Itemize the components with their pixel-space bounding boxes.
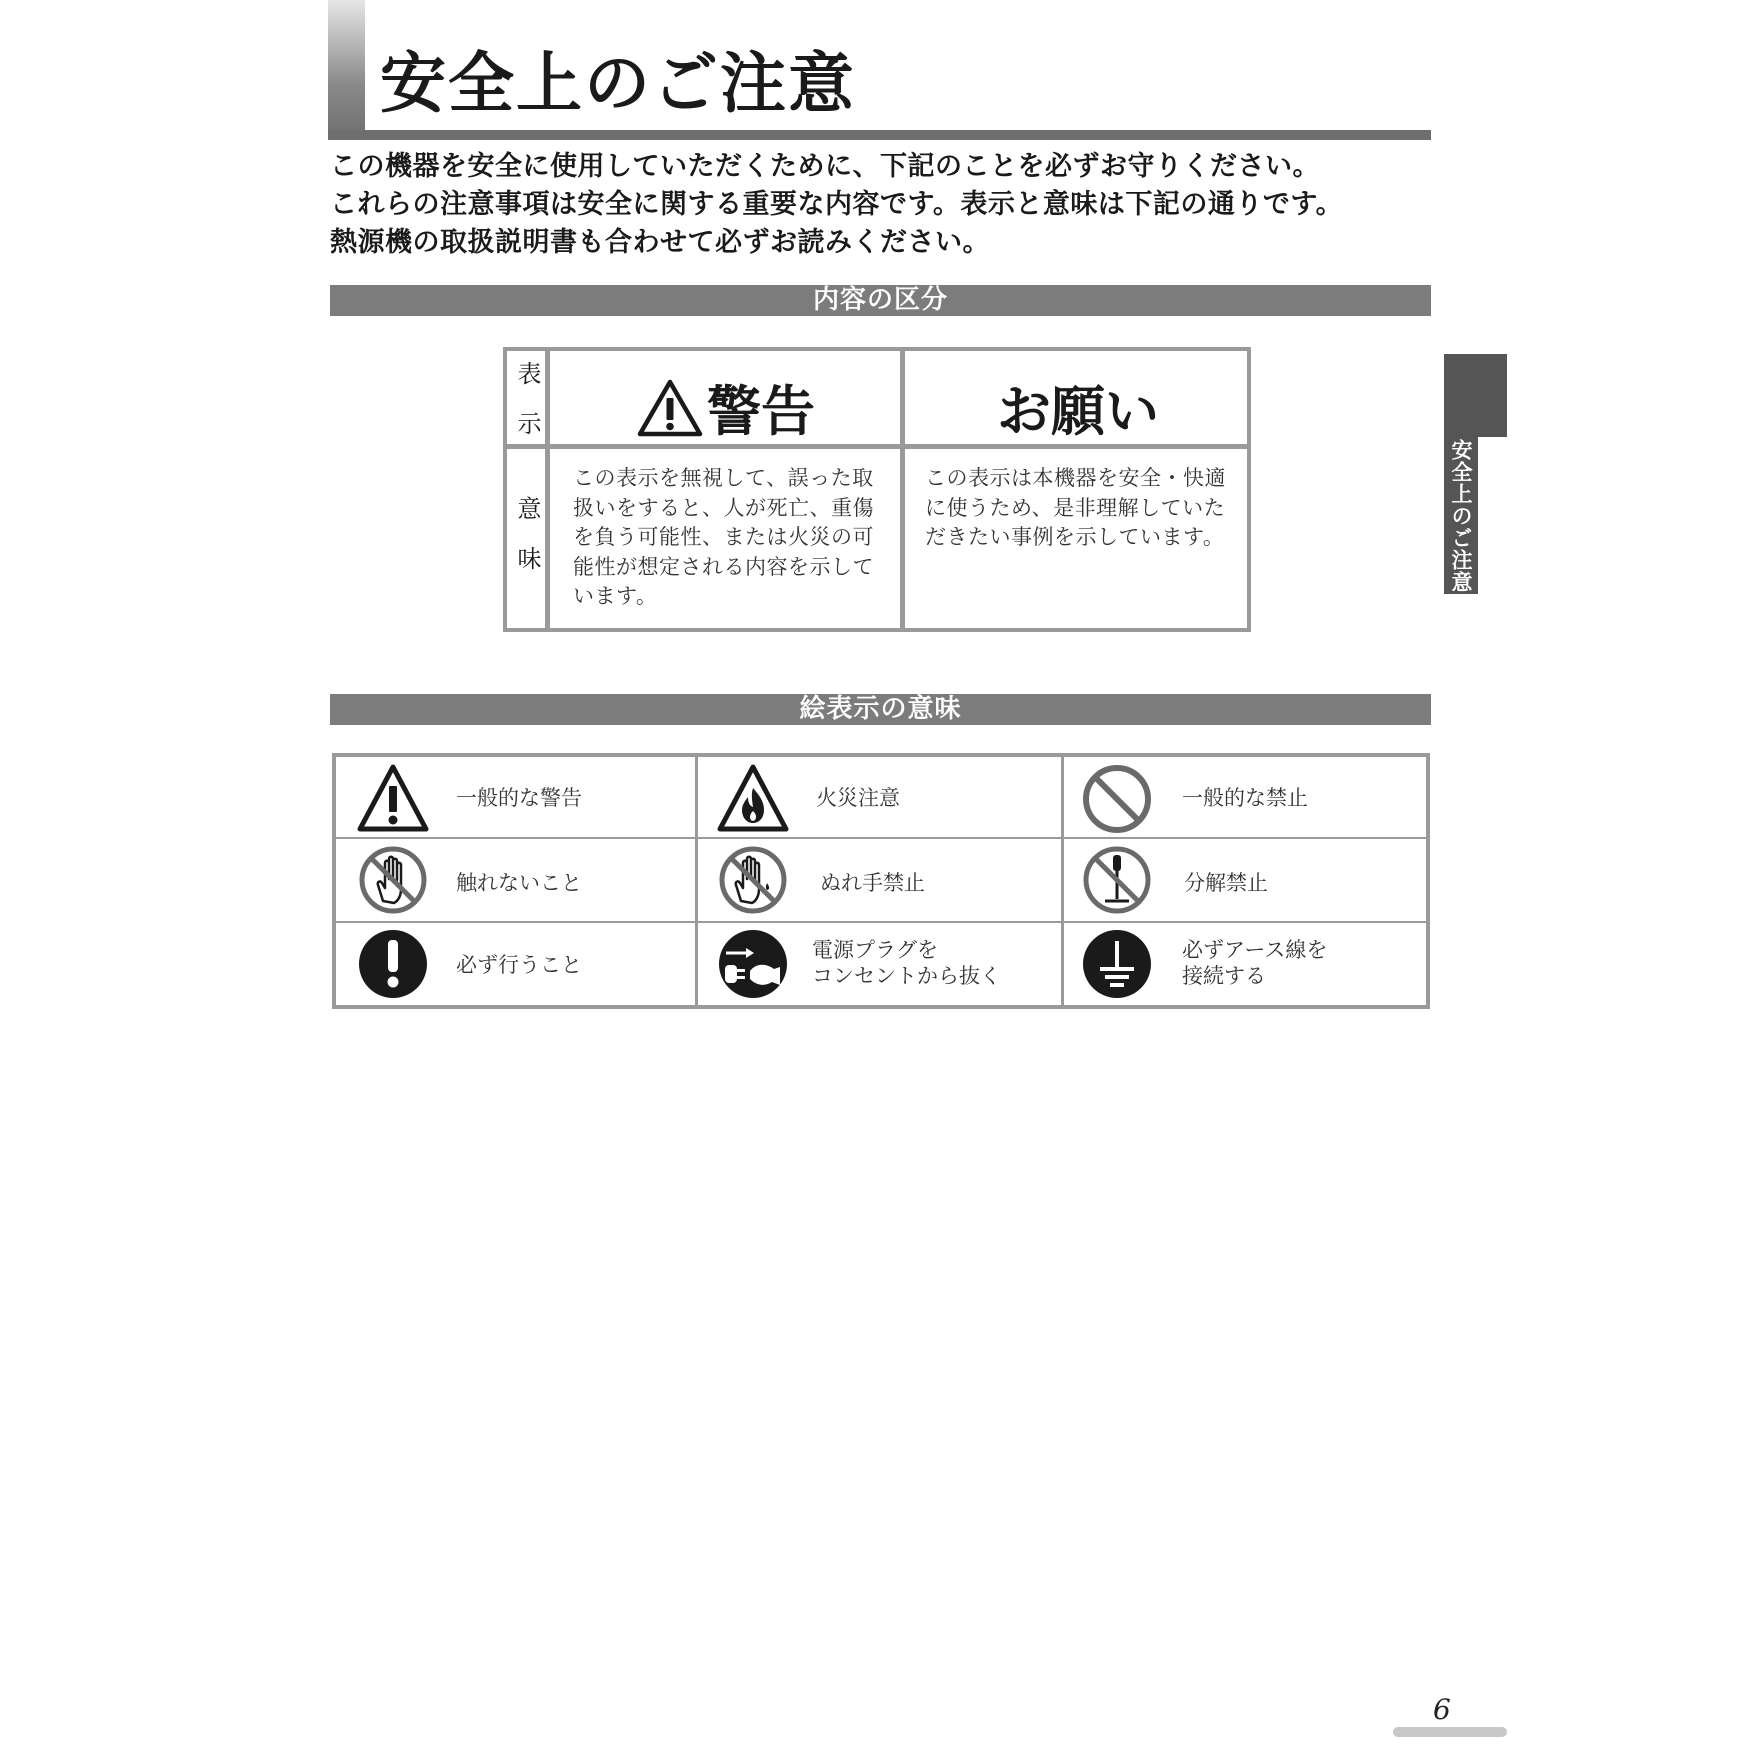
symbol-label-line: 一般的な警告 [456,786,582,810]
symbol-label [1182,785,1308,811]
fire-caution-icon [716,762,790,836]
category-table [503,347,1251,632]
intro-line: 熱源機の取扱説明書も合わせて必ずお読みください。 [330,227,990,258]
symbol-label [1184,870,1268,896]
symbol-label [456,952,582,978]
table-divider [695,757,698,1005]
section-heading-symbols: 絵表示の意味 [330,694,1431,725]
symbol-label-line: ぬれ手禁止 [820,871,925,895]
row-label-meaning: 意味 [513,496,541,596]
warning-triangle-icon [637,379,703,437]
symbol-label [456,785,582,811]
page-number: 6 [1433,1693,1451,1726]
symbol-label [1182,937,1327,989]
warning-label: 警告 [707,380,815,443]
request-label: お願い [997,380,1159,443]
intro-text [330,148,1343,262]
symbol-label [816,785,900,811]
general-warning-icon [356,762,430,836]
symbol-label [812,937,1001,989]
no-disassembly-icon [1080,843,1154,917]
general-prohibition-icon [1080,762,1154,836]
symbol-label-line: 触れないこと [456,871,582,895]
symbol-label-line: コンセントから抜く [812,964,1001,988]
intro-line: この機器を安全に使用していただくために、下記のことを必ずお守りください。 [330,151,1320,182]
request-description [925,464,1226,553]
text-line: 扱いをすると、人が死亡、重傷 [573,495,874,520]
symbol-label-line: 必ず行うこと [456,953,582,977]
intro-line: これらの注意事項は安全に関する重要な内容です。表示と意味は下記の通りです。 [330,189,1344,220]
warning-header [637,369,815,446]
text-line: を負う可能性、または火災の可 [573,525,874,549]
no-wet-hands-icon [716,843,790,917]
warning-description [573,464,874,612]
table-divider [336,837,1426,839]
text-line: だきたい事例を示しています。 [925,525,1225,549]
symbol-table [332,753,1430,1009]
no-touch-icon [356,843,430,917]
ground-icon [1080,927,1154,1001]
page-title: 安全上のご注意 [380,45,856,122]
mandatory-action-icon [356,927,430,1001]
table-divider [900,351,905,628]
title-underline [328,130,1431,140]
symbol-label-line: 必ずアース線を [1182,938,1328,962]
symbol-label [456,870,582,896]
text-line: この表示は本機器を安全・快適 [925,466,1226,490]
table-divider [545,351,550,628]
table-divider [336,921,1426,923]
symbol-label-line: 電源プラグを [812,938,938,962]
text-line: に使うため、是非理解していた [925,495,1226,520]
table-divider [1061,757,1064,1005]
symbol-label-line: 一般的な禁止 [1182,786,1308,810]
text-line: 能性が想定される内容を示して [573,554,874,579]
page-number-rule [1393,1727,1507,1737]
symbol-label-line: 接続する [1182,964,1266,988]
side-tab-block [1444,354,1507,437]
text-line: います。 [573,584,658,608]
symbol-label-line: 火災注意 [816,786,900,810]
symbol-label-line: 分解禁止 [1184,871,1268,895]
symbol-label [820,870,925,896]
unplug-icon [716,927,790,1001]
side-tab: 安全上のご注意 [1444,437,1478,594]
title-accent-bar [328,0,365,140]
text-line: この表示を無視して、誤った取 [573,466,874,490]
row-label-display: 表示 [513,361,541,461]
section-heading-category: 内容の区分 [330,285,1431,316]
